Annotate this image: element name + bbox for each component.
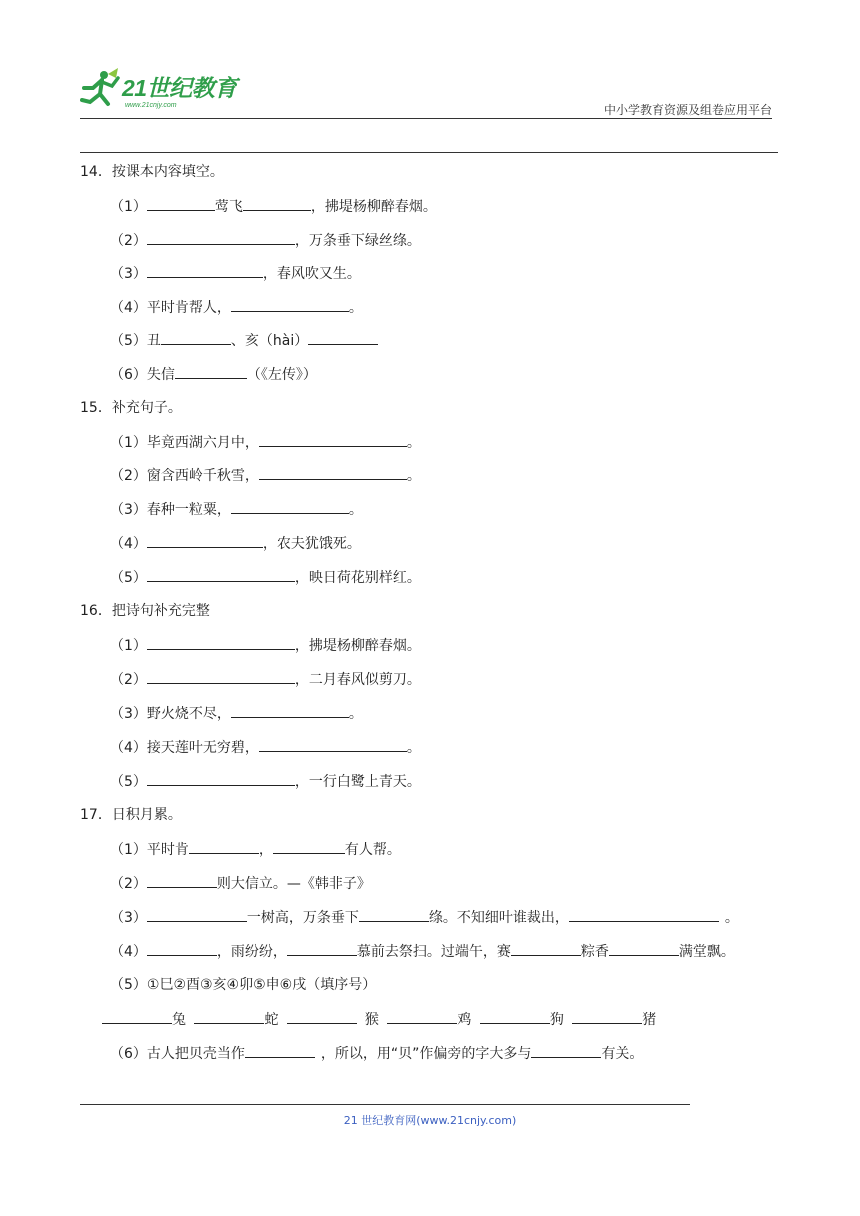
answer-blank[interactable] xyxy=(480,1009,550,1024)
footer-link[interactable]: 21 世纪教育网(www.21cnjy.com) xyxy=(343,1114,517,1127)
q15-item-3 xyxy=(110,499,363,520)
page-header xyxy=(0,0,860,160)
item-text: ，农夫犹饿死。 xyxy=(262,536,361,552)
item-label: （5）丑 xyxy=(110,333,161,349)
logo-url: www.21cnjy.com xyxy=(125,102,177,109)
item-label: （6）失信 xyxy=(110,367,175,383)
item-label: （4） xyxy=(110,536,147,552)
answer-blank[interactable] xyxy=(308,330,378,345)
item-label: （3）春种一粒粟， xyxy=(110,502,231,518)
answer-blank[interactable] xyxy=(609,941,679,956)
item-label: （1） xyxy=(110,638,147,654)
item-text: 。 xyxy=(406,435,421,451)
question-17-title: 17．日积月累。 xyxy=(80,807,182,823)
header-divider-2 xyxy=(80,152,778,153)
answer-blank[interactable] xyxy=(273,839,345,854)
footer-divider xyxy=(80,1104,690,1105)
answer-blank[interactable] xyxy=(102,1009,172,1024)
item-label: （6）古人把贝壳当作 xyxy=(110,1046,245,1062)
q14-item-4 xyxy=(110,297,363,318)
answer-blank[interactable] xyxy=(147,230,295,245)
answer-blank[interactable] xyxy=(194,1009,264,1024)
answer-blank[interactable] xyxy=(147,771,295,786)
item-label: （4） xyxy=(110,944,147,960)
item-text: ，万条垂下绿丝绦。 xyxy=(294,233,421,249)
q14-item-3 xyxy=(110,263,361,284)
item-text: 有关。 xyxy=(601,1046,644,1062)
item-text: 满堂飘。 xyxy=(678,944,735,960)
runner-logo-icon xyxy=(78,66,122,110)
item-label: （2） xyxy=(110,672,147,688)
item-text: 。 xyxy=(348,502,363,518)
item-text: ，春风吹又生。 xyxy=(262,266,361,282)
zodiac-rooster: 鸡 xyxy=(457,1012,472,1028)
q17-item-3 xyxy=(110,907,739,928)
item-label: （4）平时肯帮人， xyxy=(110,300,231,316)
item-text: 慕前去祭扫。过端午，赛 xyxy=(356,944,511,960)
item-label: （2） xyxy=(110,233,147,249)
q16-item-4 xyxy=(110,737,421,758)
answer-blank[interactable] xyxy=(259,737,407,752)
item-label: （2）窗含西岭千秋雪， xyxy=(110,468,259,484)
answer-blank[interactable] xyxy=(147,907,247,922)
answer-blank[interactable] xyxy=(259,465,407,480)
q14-item-1 xyxy=(110,196,437,217)
answer-blank[interactable] xyxy=(531,1043,601,1058)
q14-item-5 xyxy=(110,330,378,351)
header-platform-label: 中小学教育资源及组卷应用平台 xyxy=(603,103,772,117)
answer-blank[interactable] xyxy=(387,1009,457,1024)
zodiac-rabbit: 兔 xyxy=(172,1012,186,1028)
answer-blank[interactable] xyxy=(147,533,263,548)
q17-item-5-zodiac-blanks xyxy=(102,1009,656,1030)
q16-item-5 xyxy=(110,771,421,792)
q17-item-1 xyxy=(110,839,401,860)
item-text: 。 xyxy=(348,300,363,316)
item-label: （5） xyxy=(110,570,147,586)
answer-blank[interactable] xyxy=(147,567,295,582)
item-text: 一树高，万条垂下 xyxy=(246,910,359,926)
answer-blank[interactable] xyxy=(189,839,259,854)
item-text: 有人帮。 xyxy=(344,842,401,858)
q15-item-4 xyxy=(110,533,361,554)
answer-blank[interactable] xyxy=(259,432,407,447)
q14-item-6 xyxy=(110,364,317,385)
answer-blank[interactable] xyxy=(147,669,295,684)
item-text: ，拂堤杨柳醉春烟。 xyxy=(294,638,421,654)
answer-blank[interactable] xyxy=(175,364,247,379)
q16-item-2 xyxy=(110,669,421,690)
answer-blank[interactable] xyxy=(231,297,349,312)
q14-item-2 xyxy=(110,230,421,251)
item-label: （1）平时肯 xyxy=(110,842,189,858)
item-label: （5） xyxy=(110,774,147,790)
header-divider xyxy=(80,118,772,119)
answer-blank[interactable] xyxy=(287,1009,357,1024)
item-label: （4）接天莲叶无穷碧， xyxy=(110,740,259,756)
answer-blank[interactable] xyxy=(147,873,217,888)
answer-blank[interactable] xyxy=(511,941,581,956)
answer-blank[interactable] xyxy=(287,941,357,956)
answer-blank[interactable] xyxy=(147,635,295,650)
answer-blank[interactable] xyxy=(231,499,349,514)
answer-blank[interactable] xyxy=(245,1043,315,1058)
question-14-title: 14．按课本内容填空。 xyxy=(80,164,224,180)
item-text: 则大信立。—《韩非子》 xyxy=(216,876,371,892)
item-text: 。 xyxy=(406,740,421,756)
item-text: 。 xyxy=(406,468,421,484)
q16-item-1 xyxy=(110,635,421,656)
q15-item-1 xyxy=(110,432,421,453)
zodiac-dog: 狗 xyxy=(549,1012,564,1028)
q16-item-3 xyxy=(110,703,363,724)
item-text: （《左传》） xyxy=(246,367,317,383)
item-label: （3）野火烧不尽， xyxy=(110,706,231,722)
question-16-title: 16．把诗句补充完整 xyxy=(80,603,210,619)
question-15-title: 15．补充句子。 xyxy=(80,400,182,416)
item-label: （3） xyxy=(110,266,147,282)
item-text: 。 xyxy=(724,910,739,926)
item-text: 绦。不知细叶谁裁出， xyxy=(428,910,569,926)
q15-item-2 xyxy=(110,465,421,486)
zodiac-pig: 猪 xyxy=(642,1012,657,1028)
item-label: （1）毕竟西湖六月中， xyxy=(110,435,259,451)
answer-blank[interactable] xyxy=(359,907,429,922)
answer-blank[interactable] xyxy=(147,196,215,211)
item-label: （1） xyxy=(110,199,147,215)
answer-blank[interactable] xyxy=(161,330,231,345)
item-text: ，雨纷纷， xyxy=(216,944,287,960)
item-text: ， xyxy=(258,842,273,858)
q17-item-4 xyxy=(110,941,735,962)
item-text: ，拂堤杨柳醉春烟。 xyxy=(310,199,437,215)
q17-item-6 xyxy=(110,1043,643,1064)
zodiac-snake: 蛇 xyxy=(264,1012,279,1028)
q17-item-2 xyxy=(110,873,371,894)
site-logo xyxy=(78,66,258,114)
item-text: 、亥（hài） xyxy=(230,333,309,349)
item-text: ，映日荷花别样红。 xyxy=(294,570,421,586)
item-text: 莺飞 xyxy=(214,199,243,215)
answer-blank[interactable] xyxy=(243,196,311,211)
item-text: 粽香 xyxy=(580,944,609,960)
item-text: （5）①巳②酉③亥④卯⑤申⑥戌（填序号） xyxy=(110,977,377,993)
q15-item-5 xyxy=(110,567,421,588)
item-text: ，二月春风似剪刀。 xyxy=(294,672,421,688)
logo-text: 21世纪教育 xyxy=(122,75,237,101)
item-label: （3） xyxy=(110,910,147,926)
item-label: （2） xyxy=(110,876,147,892)
item-text: ，一行白鹭上青天。 xyxy=(294,774,421,790)
q17-item-5 xyxy=(110,975,376,995)
answer-blank[interactable] xyxy=(572,1009,642,1024)
item-text: 。 xyxy=(348,706,363,722)
answer-blank[interactable] xyxy=(147,263,263,278)
answer-blank[interactable] xyxy=(147,941,217,956)
zodiac-monkey: 猴 xyxy=(364,1012,379,1028)
item-text: ，所以，用“贝”作偏旁的字大多与 xyxy=(320,1046,532,1062)
answer-blank[interactable] xyxy=(231,703,349,718)
answer-blank[interactable] xyxy=(569,907,719,922)
